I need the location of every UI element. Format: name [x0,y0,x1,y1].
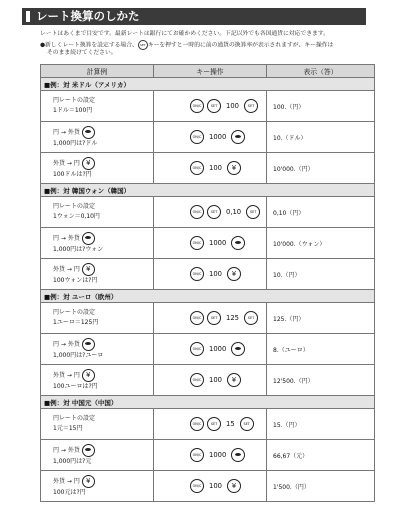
note-line-2a: ●新しくレート換算を設定する場合、 [40,42,138,49]
set-key-icon: SET [246,205,260,219]
calc-line-1 [53,129,95,136]
calc-line-2: 1ドル＝100円 [53,107,93,114]
calc-line-1 [53,447,95,454]
calc-line-1 [53,203,95,210]
on-clear-key-icon: ON/C [190,161,204,175]
display-answer: 10'000.（ウォン） [267,228,375,259]
yen-key-icon: ¥ [227,161,241,175]
calc-line-1 [53,415,95,422]
key-sequence [154,440,267,471]
key-sequence-row [190,267,266,281]
calc-example [41,334,154,365]
set-key-icon: SET [244,311,258,325]
foreign-currency-key-icon [231,448,245,462]
yen-key-icon: ¥ [82,157,95,170]
calc-text: 円レートの設定 [53,415,96,422]
display-answer: 100.（円） [267,91,375,122]
calc-line-2: 1,000円は?ウォン [53,245,104,253]
calc-example [41,259,154,290]
foreign-currency-key-icon [231,130,245,144]
key-sequence-row [190,342,266,356]
key-sequence [154,259,267,290]
foreign-currency-key-icon [82,126,95,139]
calc-example [41,197,154,228]
calc-example [41,228,154,259]
calc-text: 円 → 外貨 [53,128,80,136]
key-number: 125 [226,314,239,322]
key-sequence-row [190,311,266,325]
key-sequence [154,91,267,122]
table-row [41,197,375,228]
note-line-3: そのまま続けてください。 [47,50,117,56]
calc-line-1 [53,372,95,379]
calc-line-2: 1元＝15円 [53,425,83,432]
calc-example [41,409,154,440]
key-number: 1000 [209,133,227,141]
on-clear-key-icon: ON/C [190,311,204,325]
key-sequence-row [190,373,266,387]
calc-example [41,365,154,396]
key-number: 1000 [209,345,227,353]
calc-line-1 [53,309,95,316]
calc-line-2: 100ウォンは?円 [53,276,98,284]
header-keys: キー操作 [154,65,267,78]
key-sequence [154,365,267,396]
section-row [41,78,375,91]
table-body [41,78,375,502]
display-answer: 15.（円） [267,409,375,440]
key-sequence [154,334,267,365]
calc-line-1 [53,97,95,104]
table-row [41,471,375,502]
calc-example [41,122,154,153]
calc-line-2: 1ウォン＝0,10円 [53,213,100,220]
calc-text: 円レートの設定 [53,97,96,104]
display-answer: 12'500.（円） [267,365,375,396]
foreign-currency-key-icon [82,444,95,457]
key-sequence-row [190,479,266,493]
table-row [41,303,375,334]
yen-key-icon: ¥ [82,475,95,488]
table-row [41,91,375,122]
table-row [41,334,375,365]
set-key-icon: SET [138,40,148,50]
key-number: 1000 [209,239,227,247]
section-row [41,290,375,303]
calc-text: 円レートの設定 [53,203,96,210]
foreign-currency-key-icon [231,342,245,356]
on-clear-key-icon: ON/C [190,417,204,431]
display-answer: 66,67（元） [267,440,375,471]
calc-example [41,153,154,184]
conversion-table [40,64,375,502]
table-row [41,365,375,396]
on-clear-key-icon: ON/C [190,205,204,219]
section-title: ■例：対 ユーロ（欧州） [41,290,375,303]
table-row [41,440,375,471]
key-sequence [154,153,267,184]
yen-key-icon: ¥ [227,479,241,493]
key-number: 100 [209,270,222,278]
yen-key-icon: ¥ [227,373,241,387]
title-mark [26,11,30,22]
key-sequence-row [190,448,266,462]
page-title: レート換算のしかた [36,9,140,23]
calc-line-1 [53,235,95,242]
header-calc: 計算例 [41,65,154,78]
section-row [41,396,375,409]
section-title-bar [22,8,366,25]
section-row [41,184,375,197]
key-sequence [154,471,267,502]
yen-key-icon: ¥ [82,369,95,382]
key-number: 100 [209,376,222,384]
key-number: 15 [226,420,235,428]
display-answer: 1'500.（円） [267,471,375,502]
table-row [41,409,375,440]
key-sequence-row [190,417,266,431]
set-key-icon: SET [207,99,221,113]
on-clear-key-icon: ON/C [190,236,204,250]
note-line-2b: キーを押すと一時的に前の通貨の換算率が表示されますが、キー操作は [147,42,334,49]
key-number: 0,10 [226,208,242,216]
calc-line-2: 1ユーロ＝125円 [53,319,99,326]
calc-line-2: 1,000円は?ユーロ [53,351,104,359]
set-key-icon: SET [207,205,221,219]
calc-text: 円 → 外貨 [53,234,80,242]
on-clear-key-icon: ON/C [190,448,204,462]
key-sequence-row [190,161,266,175]
note-line-1: レートはあくまで目安です。最新レートは銀行にてお確かめください。下記以外でも各国通貨に対応できます。 [40,31,329,37]
calc-line-1 [53,266,95,273]
table-row [41,259,375,290]
display-answer: 10.（円） [267,259,375,290]
key-sequence-row [190,130,266,144]
key-sequence-row [190,236,266,250]
on-clear-key-icon: ON/C [190,99,204,113]
table-header [41,65,375,78]
section-title: ■例：対 米ドル（アメリカ） [41,78,375,91]
calc-example [41,91,154,122]
yen-key-icon: ¥ [82,263,95,276]
on-clear-key-icon: ON/C [190,479,204,493]
table-row [41,153,375,184]
display-answer: 8.（ユーロ） [267,334,375,365]
calc-example [41,303,154,334]
calc-text: 外貨 → 円 [53,159,80,167]
calc-line-1 [53,341,95,348]
calc-example [41,440,154,471]
calc-line-1 [53,160,95,167]
key-sequence-row [190,99,266,113]
calc-text: 外貨 → 円 [53,477,80,485]
foreign-currency-key-icon [82,232,95,245]
table-row [41,228,375,259]
display-answer: 10'000.（円） [267,153,375,184]
key-number: 100 [209,164,222,172]
set-key-icon: SET [207,311,221,325]
key-sequence [154,409,267,440]
on-clear-key-icon: ON/C [190,130,204,144]
section-title: ■例：対 韓国ウォン（韓国） [41,184,375,197]
key-sequence [154,303,267,334]
calc-line-1 [53,478,95,485]
on-clear-key-icon: ON/C [190,267,204,281]
calc-line-2: 100ユーロは?円 [53,382,98,390]
calc-line-2: 1,000円は?ドル [53,139,98,147]
set-key-icon: SET [240,417,254,431]
set-key-icon: SET [207,417,221,431]
calc-line-2: 100元は?円 [53,488,86,496]
display-answer: 10.（ドル） [267,122,375,153]
yen-key-icon: ¥ [227,267,241,281]
calc-text: 外貨 → 円 [53,371,80,379]
foreign-currency-key-icon [231,236,245,250]
section-title: ■例：対 中国元（中国） [41,396,375,409]
table-row [41,122,375,153]
display-answer: 125.（円） [267,303,375,334]
set-key-icon: SET [244,99,258,113]
calc-line-2: 100ドルは?円 [53,170,92,178]
calc-text: 円レートの設定 [53,309,96,316]
header-display: 表示（答） [267,65,375,78]
key-number: 100 [226,102,239,110]
foreign-currency-key-icon [82,338,95,351]
display-answer: 0,10（円） [267,197,375,228]
on-clear-key-icon: ON/C [190,342,204,356]
key-sequence [154,197,267,228]
on-clear-key-icon: ON/C [190,373,204,387]
calc-example [41,471,154,502]
calc-text: 円 → 外貨 [53,340,80,348]
calc-text: 外貨 → 円 [53,265,80,273]
calc-line-2: 1,000円は?元 [53,457,92,465]
calc-text: 円 → 外貨 [53,446,80,454]
key-sequence [154,228,267,259]
key-number: 1000 [209,451,227,459]
key-sequence-row [190,205,266,219]
key-number: 100 [209,482,222,490]
key-sequence [154,122,267,153]
